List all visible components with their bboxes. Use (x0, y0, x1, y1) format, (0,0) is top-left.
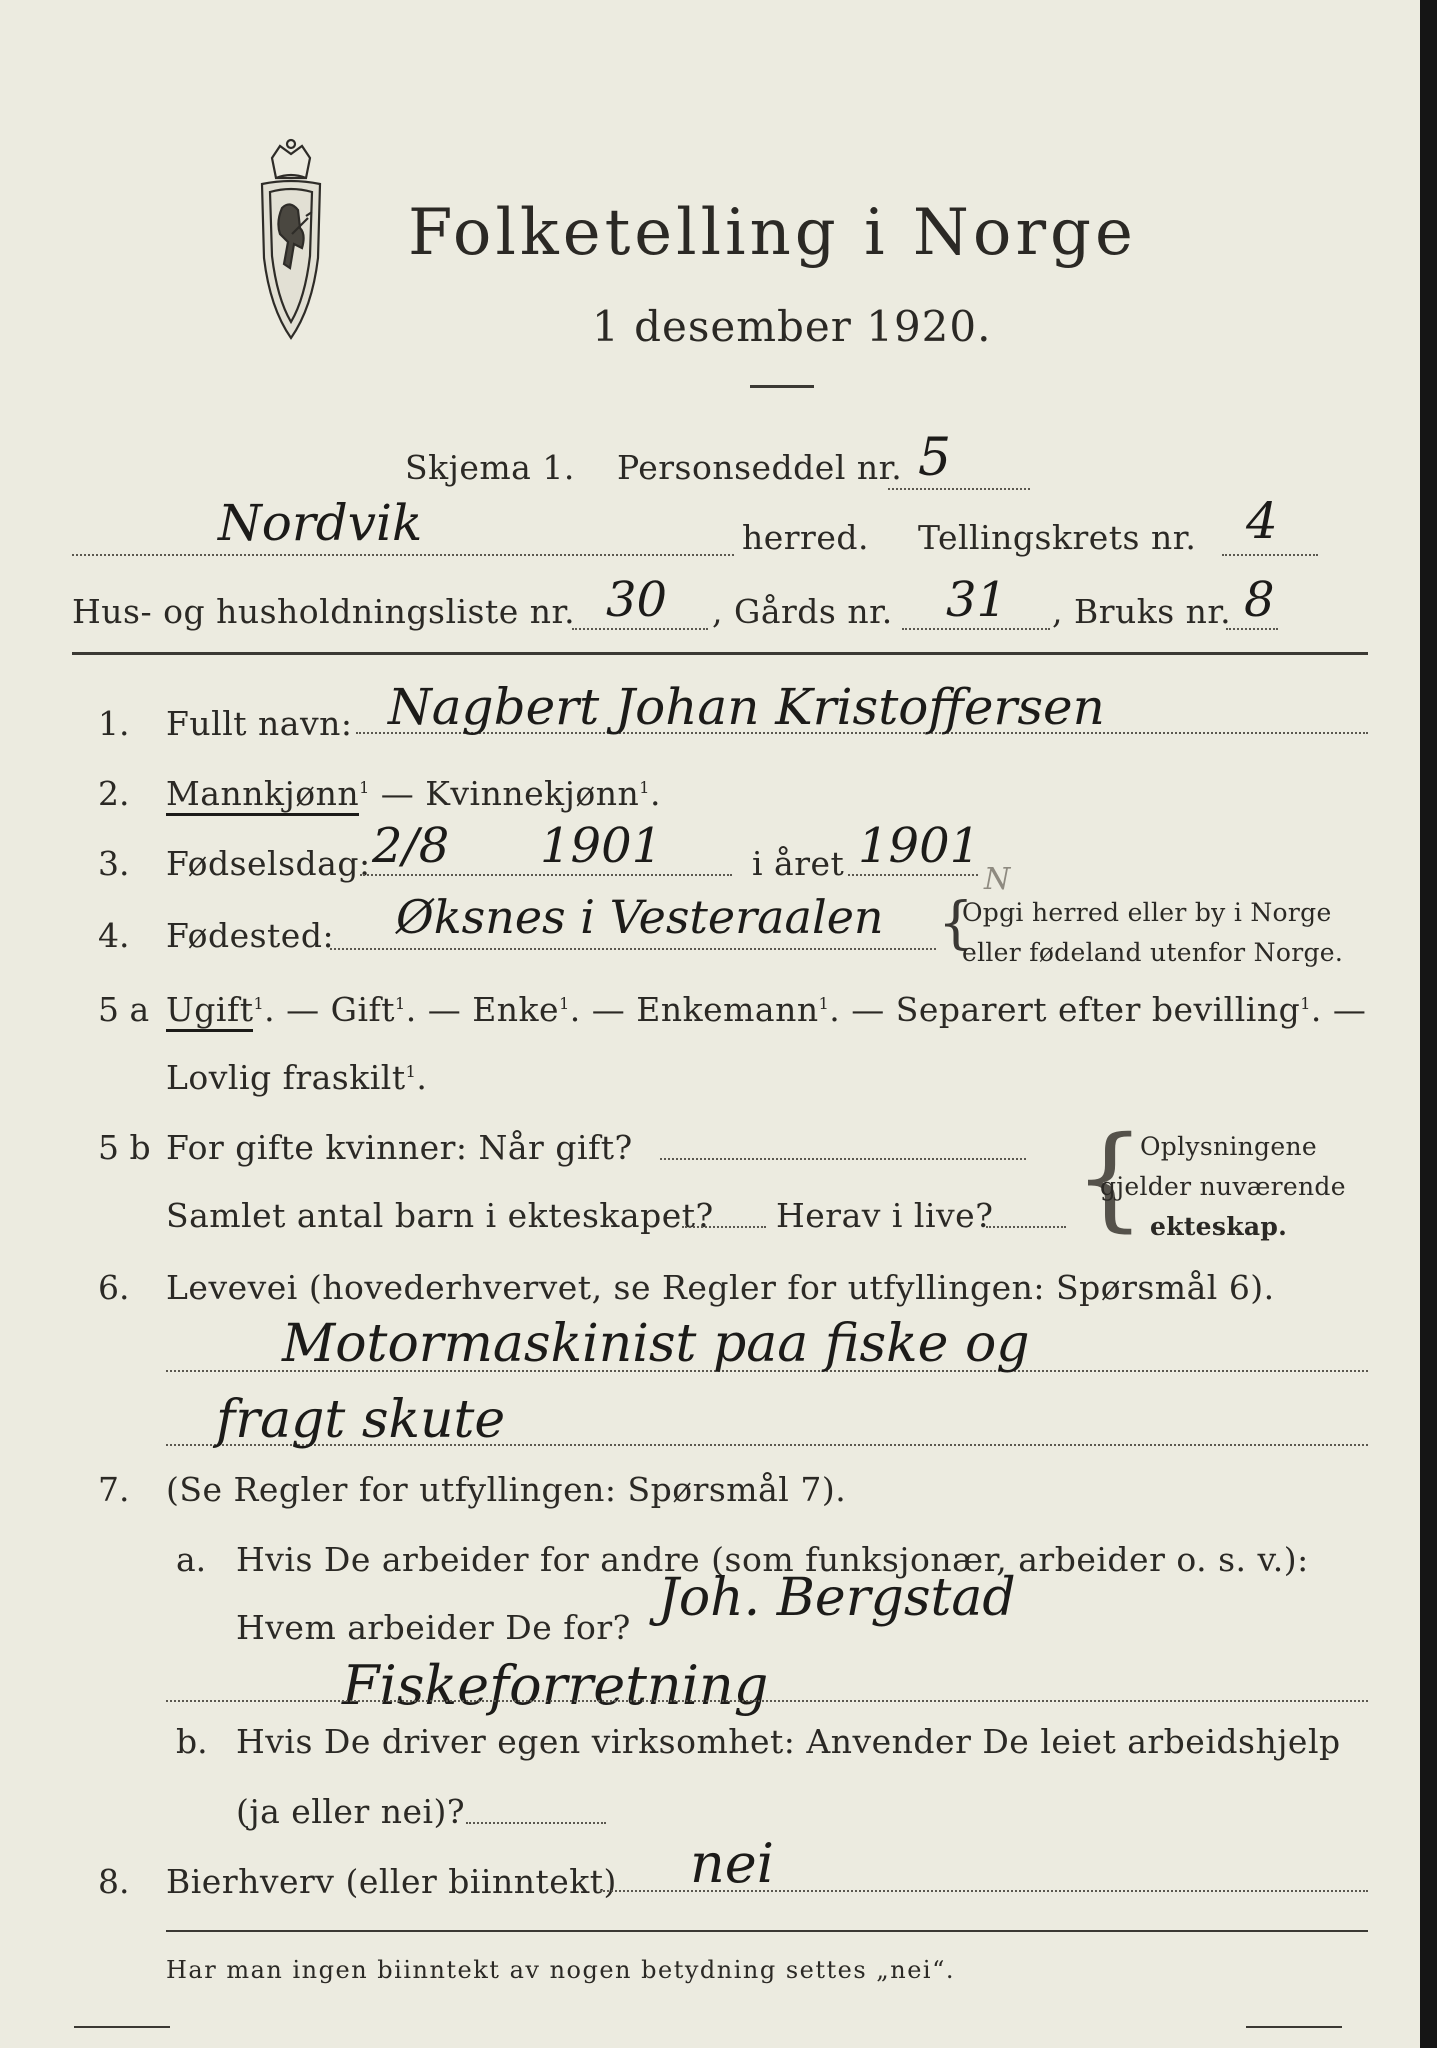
footer-note: Har man ingen biinntekt av nogen betydning settes „nei“. (166, 1956, 955, 1984)
q2-dash: — (380, 774, 415, 813)
q6-number: 6. (98, 1268, 130, 1307)
husliste-label: Hus- og husholdningsliste nr. (72, 592, 576, 631)
q7-number: 7. (98, 1470, 130, 1509)
q5b-note-line2: gjelder nuværende (1100, 1172, 1346, 1201)
personseddel-label: Personseddel nr. (617, 448, 903, 487)
q7a-employer-value: Joh. Bergstad (658, 1568, 1016, 1628)
q5a-option-ugift: Ugift (166, 990, 253, 1032)
q7b-line2: (ja eller nei)? (236, 1792, 466, 1831)
tellingskrets-value: 4 (1246, 492, 1278, 550)
q7a-line1: Hvis De arbeider for andre (som funksjonær, arbeider o. s. v.): (236, 1540, 1309, 1579)
q6-occupation-line2: fragt skute (216, 1390, 506, 1450)
husliste-value: 30 (606, 572, 668, 628)
q5a-sup-enkemann: 1 (818, 994, 830, 1013)
q1-number: 1. (98, 704, 130, 743)
q4-birthplace-value: Øksnes i Vesteraalen (396, 890, 884, 944)
q5a-sup-gift: 1 (395, 994, 406, 1013)
q7b-line (466, 1822, 606, 1824)
tellingskrets-line (1222, 554, 1318, 556)
q5b-label-antal-barn: Samlet antal barn i ekteskapet? (166, 1196, 714, 1235)
q5a-number: 5 a (98, 990, 150, 1029)
q5a-options-line2: Lovlig fraskilt$^1$. (166, 1058, 428, 1097)
q7a-line (166, 1700, 1368, 1702)
q5a-option-gift: Gift (330, 990, 396, 1029)
q3-margin-mark: N (984, 862, 1011, 897)
herred-value: Nordvik (218, 494, 423, 552)
q7a-employer-value2: Fiskeforretning (342, 1654, 769, 1717)
q6-occupation-line1: Motormaskinist paa fiske og (282, 1314, 1030, 1374)
q1-label: Fullt navn: (166, 704, 353, 743)
bruks-label: , Bruks nr. (1052, 592, 1232, 631)
q7a-line2: Hvem arbeider De for? (236, 1608, 631, 1647)
q7b-line1: Hvis De driver egen virksomhet: Anvender De leiet arbeidshjelp (236, 1722, 1341, 1761)
q5a-sup-ugift: 1 (253, 994, 265, 1013)
q8-number: 8. (98, 1862, 130, 1901)
q5b-number: 5 b (98, 1128, 151, 1167)
q4-note-line1: Opgi herred eller by i Norge (962, 898, 1332, 927)
q8-label: Bierhverv (eller biinntekt) (166, 1862, 617, 1901)
personseddel-line (888, 488, 1030, 490)
scan-edge (1420, 0, 1437, 2048)
q4-line (330, 948, 936, 950)
q5b-brace: { (1074, 1113, 1146, 1243)
q4-number: 4. (98, 916, 130, 955)
q2-sup-2: 1 (639, 778, 650, 797)
q8-secondary-income-value: nei (690, 1832, 775, 1895)
q3-aaret-label: i året (752, 844, 845, 883)
q5a-sup-fraskilt: 1 (405, 1062, 417, 1081)
q3-date-line (360, 874, 732, 876)
q2-number: 2. (98, 774, 130, 813)
q5a-option-separert: Separert efter bevilling (895, 990, 1301, 1029)
gards-value: 31 (946, 572, 1008, 628)
q5b-antal-barn-line (682, 1226, 766, 1228)
q5a-option-enke: Enke (472, 990, 560, 1029)
q2-sup-1: 1 (359, 778, 370, 797)
q5b-label-naar-gift: For gifte kvinner: Når gift? (166, 1128, 633, 1167)
q5a-option-fraskilt: Lovlig fraskilt (166, 1058, 406, 1097)
q2-female-option: Kvinnekjønn (425, 774, 640, 813)
q3-aaret-value: 1901 (858, 818, 981, 874)
q5b-label-herav: Herav i live? (776, 1196, 994, 1235)
footer-divider (166, 1930, 1368, 1932)
q5a-option-enkemann: Enkemann (636, 990, 819, 1029)
census-date: 1 desember 1920. (592, 302, 992, 351)
bruks-line (1226, 628, 1278, 630)
header-divider (72, 652, 1368, 655)
q3-date-value: 2/8 (372, 818, 450, 874)
q5a-sep-1: — (286, 990, 320, 1029)
form-title: Folketelling i Norge (408, 196, 1137, 270)
bottom-edge-mark-right (1246, 2026, 1342, 2028)
title-ornament-rule (750, 385, 814, 388)
gards-label: , Gårds nr. (712, 592, 893, 631)
herred-label: herred. (742, 518, 869, 557)
q3-aaret-line (848, 874, 978, 876)
q3-number: 3. (98, 844, 130, 883)
q7b-letter: b. (176, 1722, 208, 1761)
herred-line (72, 554, 734, 556)
q5b-herav-line (986, 1226, 1066, 1228)
q3-year-value: 1901 (540, 818, 663, 874)
q2-male-option: Mannkjønn (166, 774, 359, 816)
q5a-sep-2: — (427, 990, 462, 1029)
q5b-naar-gift-line (660, 1158, 1026, 1160)
q4-brace: { (938, 891, 974, 956)
q5b-note-line3: ekteskap. (1150, 1212, 1288, 1241)
q5a-sep-3: — (591, 990, 626, 1029)
q5a-sup-separert: 1 (1300, 994, 1311, 1013)
q3-label: Fødselsdag: (166, 844, 371, 883)
bruks-value: 8 (1244, 572, 1275, 628)
q6-label: Levevei (hovederhvervet, se Regler for utfyllingen: Spørsmål 6). (166, 1268, 1275, 1307)
schema-label: Skjema 1. (405, 448, 575, 487)
q4-note-line2: eller fødeland utenfor Norge. (962, 938, 1344, 967)
q1-full-name: Nagbert Johan Kristoffersen (388, 678, 1105, 736)
q5a-options-line1: Ugift$^1$. — Gift$^1$. — Enke$^1$. — Enkemann$^1$. — Separert efter bevilling$^1$. — (166, 990, 1366, 1029)
q7-label: (Se Regler for utfyllingen: Spørsmål 7). (166, 1470, 847, 1509)
husliste-line (572, 628, 708, 630)
q5a-sup-enke: 1 (559, 994, 570, 1013)
gards-line (902, 628, 1050, 630)
q4-label: Fødested: (166, 916, 335, 955)
bottom-edge-mark-left (74, 2026, 170, 2028)
personseddel-value: 5 (918, 428, 952, 488)
tellingskrets-label: Tellingskrets nr. (918, 518, 1197, 557)
q2-end: . (649, 774, 661, 813)
coat-of-arms-icon (232, 138, 350, 350)
q5a-sep-5: — (1332, 990, 1367, 1029)
q5a-sep-4: — (851, 990, 885, 1029)
q2-line (166, 774, 661, 813)
q5b-note-line1: Oplysningene (1140, 1132, 1317, 1161)
q7a-letter: a. (176, 1540, 207, 1579)
